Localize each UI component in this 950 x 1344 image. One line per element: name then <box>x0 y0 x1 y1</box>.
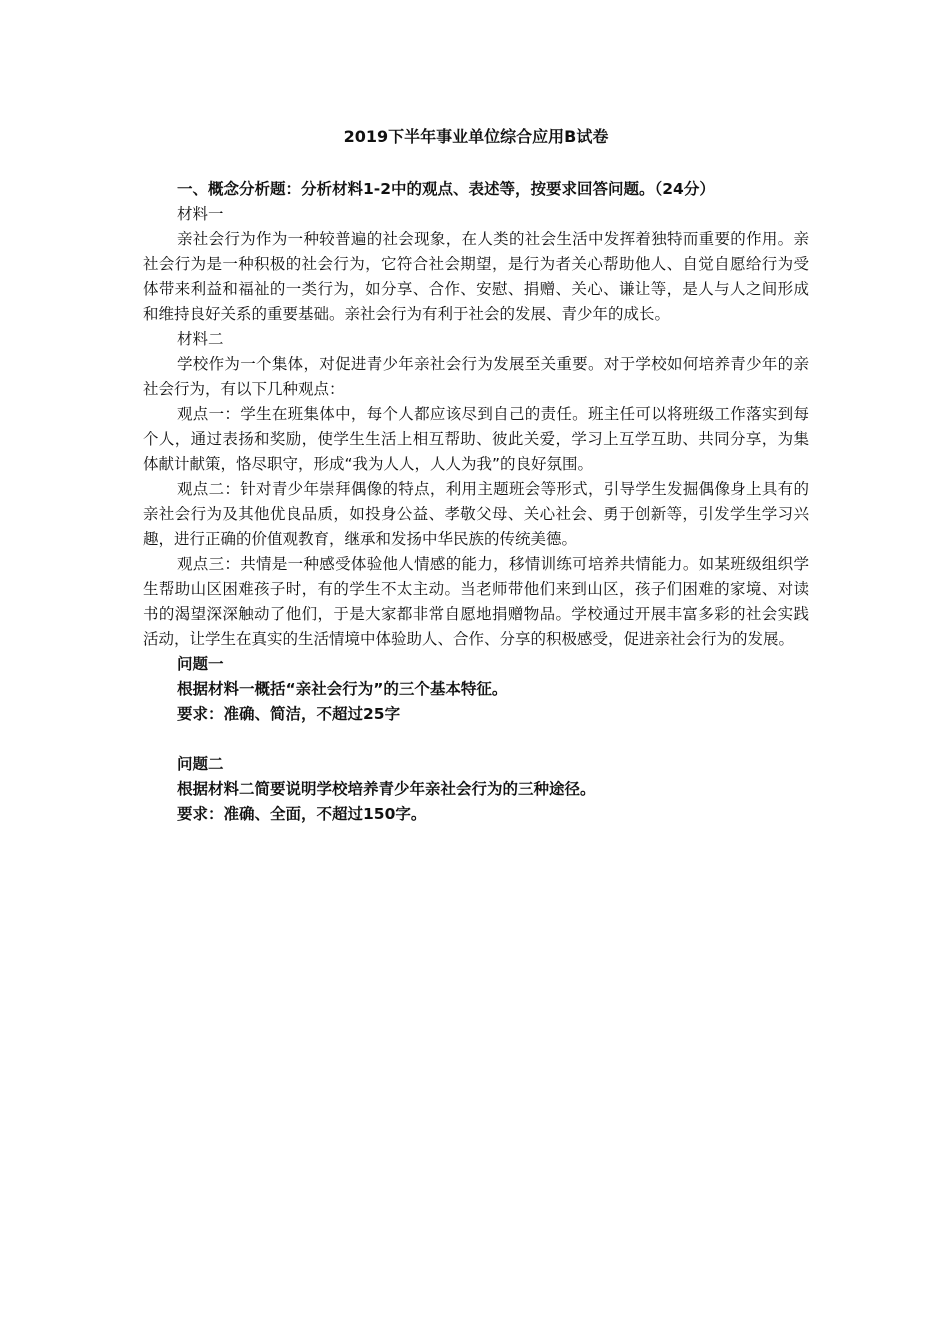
question2-text: 根据材料二简要说明学校培养青少年亲社会行为的三种途径。 <box>177 780 596 798</box>
question1-requirement: 要求：准确、简洁，不超过25字 <box>177 705 401 723</box>
material2-intro: 学校作为一个集体，对促进青少年亲社会行为发展至关重要。对于学校如何培养青少年的亲社会行为，有以下几种观点： <box>143 355 809 398</box>
material2-view1: 观点一：学生在班集体中，每个人都应该尽到自己的责任。班主任可以将班级工作落实到每个人，通过表扬和奖励，使学生生活上相互帮助、彼此关爱，学习上互学互助、共同分享，为集体献计献策，恪尽职守，形成“我为人人，人人为我”的良好氛围。 <box>143 405 809 473</box>
material1-label: 材料一 <box>177 205 224 223</box>
question1-text: 根据材料一概括“亲社会行为”的三个基本特征。 <box>177 680 508 698</box>
document-title: 2019下半年事业单位综合应用B试卷 <box>343 127 609 146</box>
blank-line <box>143 727 809 752</box>
question2-requirement: 要求：准确、全面，不超过150字。 <box>177 805 427 823</box>
document-content <box>143 124 809 827</box>
material1-text: 亲社会行为作为一种较普遍的社会现象，在人类的社会生活中发挥着独特而重要的作用。亲社会行为是一种积极的社会行为，它符合社会期望，是行为者关心帮助他人、自觉自愿给行为受体带来利益和福祉的一类行为，如分享、合作、安慰、捐赠、关心、谦让等，是人与人之间形成和维持良好关系的重要基础。亲社会行为有利于社会的发展、青少年的成长。 <box>143 230 809 323</box>
material2-view2: 观点二：针对青少年崇拜偶像的特点，利用主题班会等形式，引导学生发掘偶像身上具有的亲社会行为及其他优良品质，如投身公益、孝敬父母、关心社会、勇于创新等，引发学生学习兴趣，进行正确的价值观教育，继承和发扬中华民族的传统美德。 <box>143 480 809 548</box>
material2-view3: 观点三：共情是一种感受体验他人情感的能力，移情训练可培养共情能力。如某班级组织学生帮助山区困难孩子时，有的学生不太主动。当老师带他们来到山区，孩子们困难的家境、对读书的渴望深深触动了他们，于是大家都非常自愿地捐赠物品。学校通过开展丰富多彩的社会实践活动，让学生在真实的生活情境中体验助人、合作、分享的积极感受，促进亲社会行为的发展。 <box>143 555 809 648</box>
material2-label: 材料二 <box>177 330 224 348</box>
question2-title: 问题二 <box>177 755 224 773</box>
section-heading: 一、概念分析题：分析材料1-2中的观点、表述等，按要求回答问题。（24分） <box>177 180 715 198</box>
question1-title: 问题一 <box>177 655 224 673</box>
